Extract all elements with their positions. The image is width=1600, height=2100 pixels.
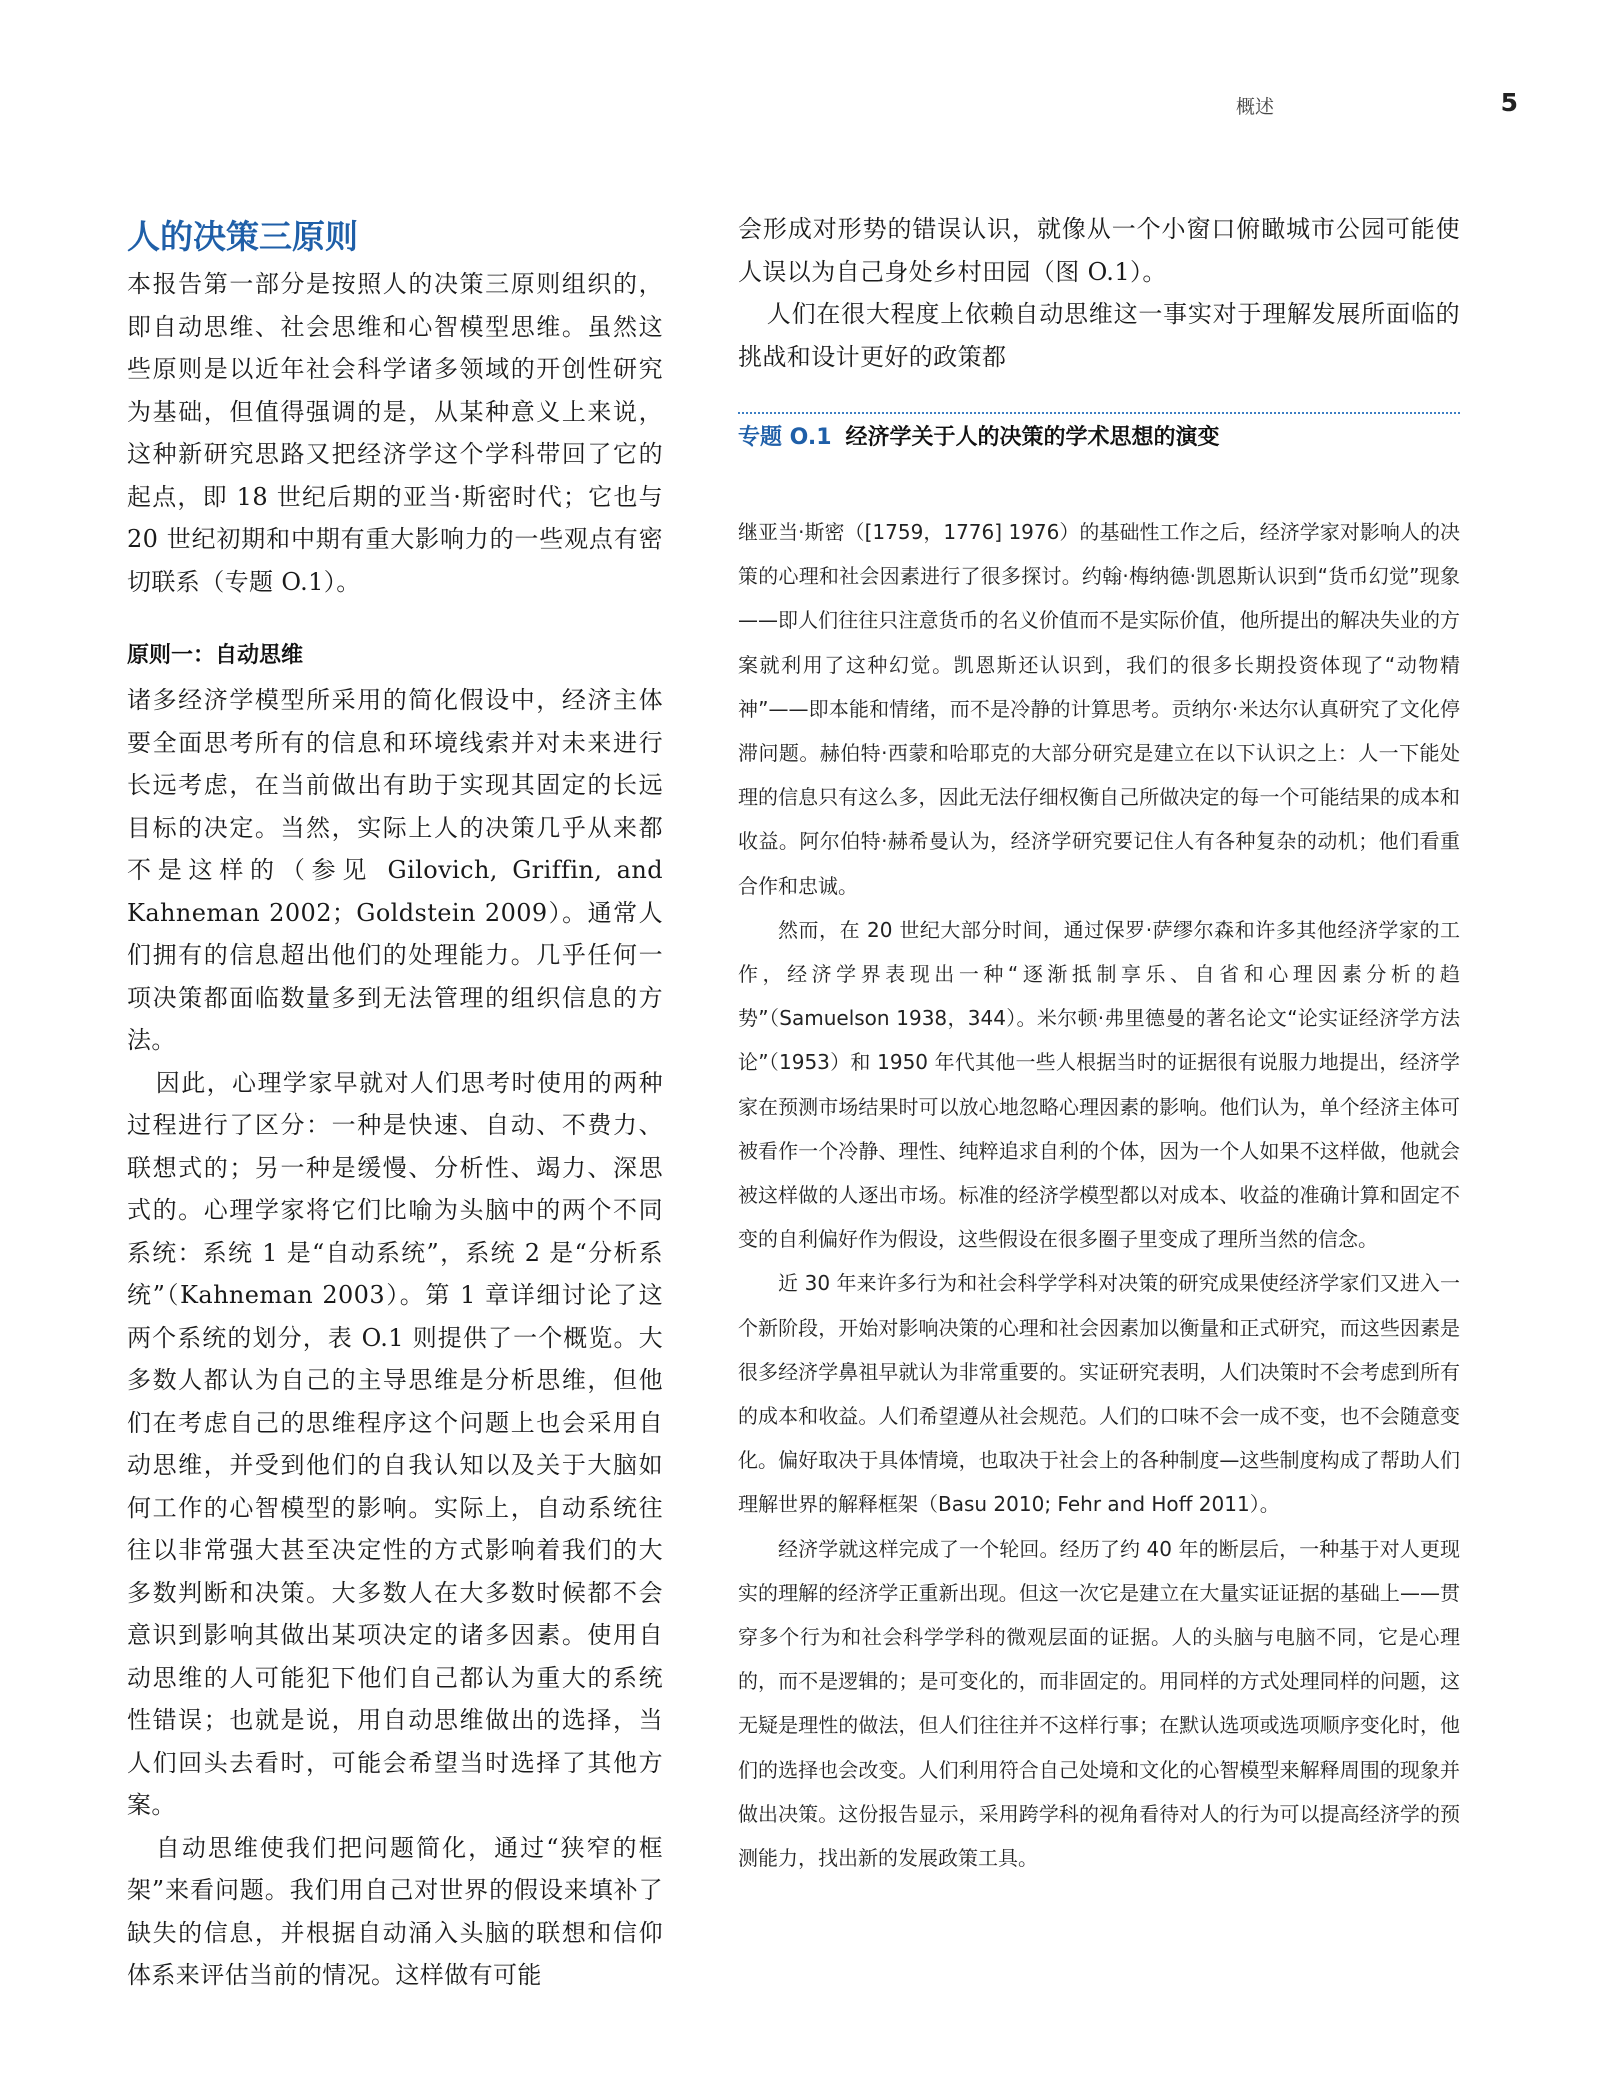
left-column bbox=[127, 216, 663, 1997]
box-heading bbox=[738, 422, 1460, 454]
subheading-principle-one: 原则一：自动思维 bbox=[127, 643, 304, 669]
box-divider bbox=[738, 412, 1460, 414]
box-paragraph: 经济学就这样完成了一个轮回。经历了约 40 年的断层后，一种基于对人更现实的理解的经济学正重新出现。但这一次它是建立在大量实证证据的基础上——贯穿多个行为和社会科学学科的微观层面的证据。人的头脑与电脑不同，它是心理的，而不是逻辑的；是可变化的，而非固定的。用同样的方式处理同样的问题，这无疑是理性的做法，但人们往往并不这样行事；在默认选项或选项顺序变化时，他们的选择也会改变。人们利用符合自己处境和文化的心智模型来解释周围的现象并做出决策。这份报告显示，采用跨学科的视角看待对人的行为可以提高经济学的预测能力，找出新的发展政策工具。 bbox=[738, 1536, 1460, 1871]
box-title: 经济学关于人的决策的学术思想的演变 bbox=[845, 425, 1220, 450]
body-paragraph: 因此，心理学家早就对人们思考时使用的两种过程进行了区分：一种是快速、自动、不费力、联想式的；另一种是缓慢、分析性、竭力、深思式的。心理学家将它们比喻为头脑中的两个不同系统：系统 1 是“自动系统”，系统 2 是“分析系统”（Kahneman 2003）。第 1 章详细讨论了这两个系统的划分，表 O.1 则提供了一个概览。大多数人都认为自己的主导思维是分析思维，但他们在考虑自己的思维程序这个问题上也会采用自动思维，并受到他们的自我认知以及关于大脑如何工作的心智模型的影响。实际上，自动系统往往以非常强大甚至决定性的方式影响着我们的大多数判断和决策。大多数人在大多数时候都不会意识到影响其做出某项决定的诸多因素。使用自动思维的人可能犯下他们自己都认为重大的系统性错误；也就是说，用自动思维做出的选择，当人们回头去看时，可能会希望当时选择了其他方案。 bbox=[127, 1068, 663, 1820]
page-number: 5 bbox=[1500, 88, 1518, 117]
body-paragraph: 人们在很大程度上依赖自动思维这一事实对于理解发展所面临的挑战和设计更好的政策都 bbox=[738, 300, 1460, 371]
intro-paragraph: 本报告第一部分是按照人的决策三原则组织的，即自动思维、社会思维和心智模型思维。虽然这些原则是以近年社会科学诸多领域的开创性研究为基础，但值得强调的是，从某种意义上来说，这种新研究思路又把经济学这个学科带回了它的起点，即 18 世纪后期的亚当·斯密时代；它也与 20 世纪初期和中期有重大影响力的一些观点有密切联系（专题 O.1）。 bbox=[127, 270, 663, 596]
body-paragraph: 自动思维使我们把问题简化，通过“狭窄的框架”来看问题。我们用自己对世界的假设来填补了缺失的信息，并根据自动涌入头脑的联想和信仰体系来评估当前的情况。这样做有可能 bbox=[127, 1833, 663, 1990]
section-title: 人的决策三原则 bbox=[127, 217, 358, 256]
box-body bbox=[738, 510, 1460, 1880]
box-paragraph: 近 30 年来许多行为和社会科学学科对决策的研究成果使经济学家们又进入一个新阶段，开始对影响决策的心理和社会因素加以衡量和正式研究，而这些因素是很多经济学鼻祖早就认为非常重要的。实证研究表明，人们决策时不会考虑到所有的成本和收益。人们希望遵从社会规范。人们的口味不会一成不变，也不会随意变化。偏好取决于具体情境，也取决于社会上的各种制度—这些制度构成了帮助人们理解世界的解释框架（Basu 2010; Fehr and Hoff 2011）。 bbox=[738, 1271, 1460, 1517]
box-paragraph: 然而，在 20 世纪大部分时间，通过保罗·萨缪尔森和许多其他经济学家的工作，经济学界表现出一种“逐渐抵制享乐、自省和心理因素分析的趋势”（Samuelson 1938，344）。米尔顿·弗里德曼的著名论文“论实证经济学方法论”（1953）和 1950 年代其他一些人根据当时的证据很有说服力地提出，经济学家在预测市场结果时可以放心地忽略心理因素的影响。他们认为，单个经济主体可被看作一个冷静、理性、纯粹追求自利的个体，因为一个人如果不这样做，他就会被这样做的人逐出市场。标准的经济学模型都以对成本、收益的准确计算和固定不变的自利偏好作为假设，这些假设在很多圈子里变成了理所当然的信念。 bbox=[738, 917, 1460, 1252]
running-head: 概述 bbox=[1236, 96, 1275, 118]
body-paragraph: 会形成对形势的错误认识，就像从一个小窗口俯瞰城市公园可能使人误以为自己身处乡村田园（图 O.1）。 bbox=[738, 215, 1460, 286]
box-paragraph: 继亚当·斯密（[1759，1776] 1976）的基础性工作之后，经济学家对影响人的决策的心理和社会因素进行了很多探讨。约翰·梅纳德·凯恩斯认识到“货币幻觉”现象——即人们往往只注意货币的名义价值而不是实际价值，他所提出的解决失业的方案就利用了这种幻觉。凯恩斯还认识到，我们的很多长期投资体现了“动物精神”——即本能和情绪，而不是冷静的计算思考。贡纳尔·米达尔认真研究了文化停滞问题。赫伯特·西蒙和哈耶克的大部分研究是建立在以下认识之上：人一下能处理的信息只有这么多，因此无法仔细权衡自己所做决定的每一个可能结果的成本和收益。阿尔伯特·赫希曼认为，经济学研究要记住人有各种复杂的动机；他们看重合作和忠诚。 bbox=[738, 520, 1460, 898]
right-column bbox=[738, 208, 1460, 1880]
body-paragraph: 诸多经济学模型所采用的简化假设中，经济主体要全面思考所有的信息和环境线索并对未来进行长远考虑，在当前做出有助于实现其固定的长远目标的决定。当然，实际上人的决策几乎从来都不是这样的（参见 Gilovich, Griffin, and Kahneman 2002；Goldstein 2009）。通常人们拥有的信息超出他们的处理能力。几乎任何一项决策都面临数量多到无法管理的组织信息的方法。 bbox=[127, 686, 663, 1055]
box-label: 专题 O.1 bbox=[738, 425, 832, 450]
